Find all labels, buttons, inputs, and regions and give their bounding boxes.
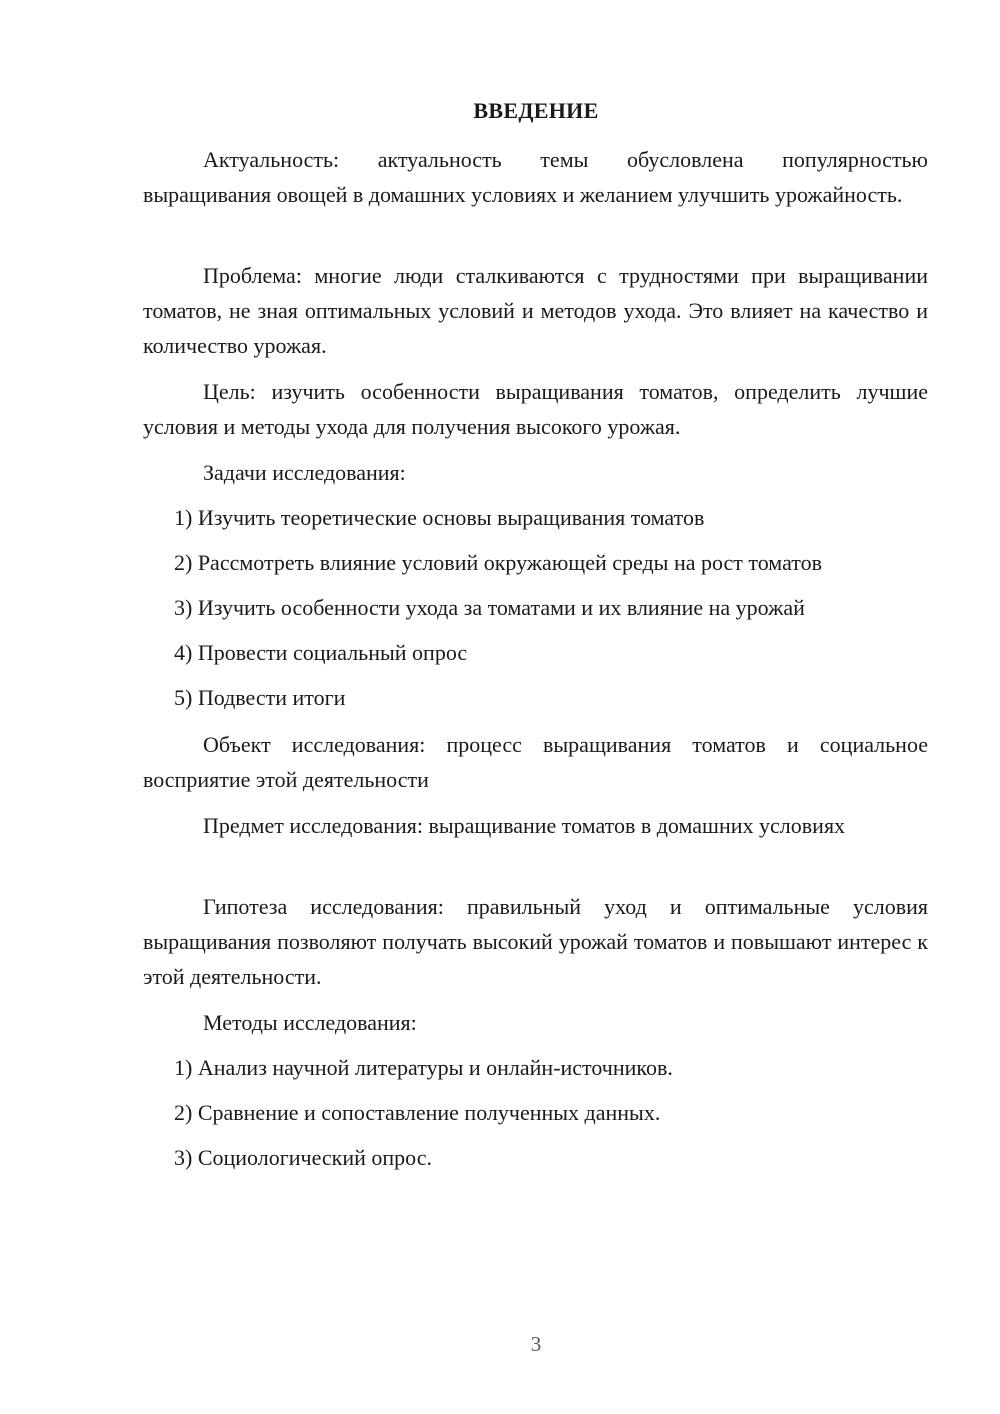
- relevance-paragraph: Актуальность: актуальность темы обусловлена популярностью выращивания овощей в домашних условиях и желанием улучшить урожайность.: [143, 147, 928, 207]
- goal-paragraph: Цель: изучить особенности выращивания томатов, определить лучшие условия и методы ухода для получения высокого урожая.: [143, 379, 928, 439]
- page-number: 3: [530, 1332, 542, 1356]
- list-item: 4) Провести социальный опрос: [174, 640, 468, 665]
- tasks-label: Задачи исследования:: [203, 460, 406, 485]
- list-item: 2) Рассмотреть влияние условий окружающей среды на рост томатов: [174, 550, 822, 575]
- list-item: 1) Анализ научной литературы и онлайн-источников.: [174, 1055, 673, 1080]
- problem-paragraph: Проблема: многие люди сталкиваются с трудностями при выращивании томатов, не зная оптимальных условий и методов ухода. Это влияет на качество и количество урожая.: [143, 263, 928, 358]
- list-item: 3) Изучить особенности ухода за томатами и их влияние на урожай: [174, 595, 805, 620]
- page-title: ВВЕДЕНИЕ: [473, 98, 599, 123]
- subject-paragraph: Предмет исследования: выращивание томатов в домашних условиях: [203, 813, 846, 838]
- list-item: 1) Изучить теоретические основы выращивания томатов: [174, 505, 705, 530]
- object-paragraph: Объект исследования: процесс выращивания томатов и социальное восприятие этой деятельности: [143, 732, 928, 792]
- list-item: 2) Сравнение и сопоставление полученных данных.: [174, 1100, 661, 1125]
- list-item: 3) Социологический опрос.: [174, 1145, 432, 1170]
- methods-list: [174, 1050, 934, 1185]
- hypothesis-paragraph: Гипотеза исследования: правильный уход и оптимальные условия выращивания позволяют получать высокий урожай томатов и повышают интерес к этой деятельности.: [143, 894, 928, 989]
- methods-label: Методы исследования:: [203, 1010, 417, 1035]
- list-item: 5) Подвести итоги: [174, 685, 346, 710]
- tasks-list: [174, 500, 934, 725]
